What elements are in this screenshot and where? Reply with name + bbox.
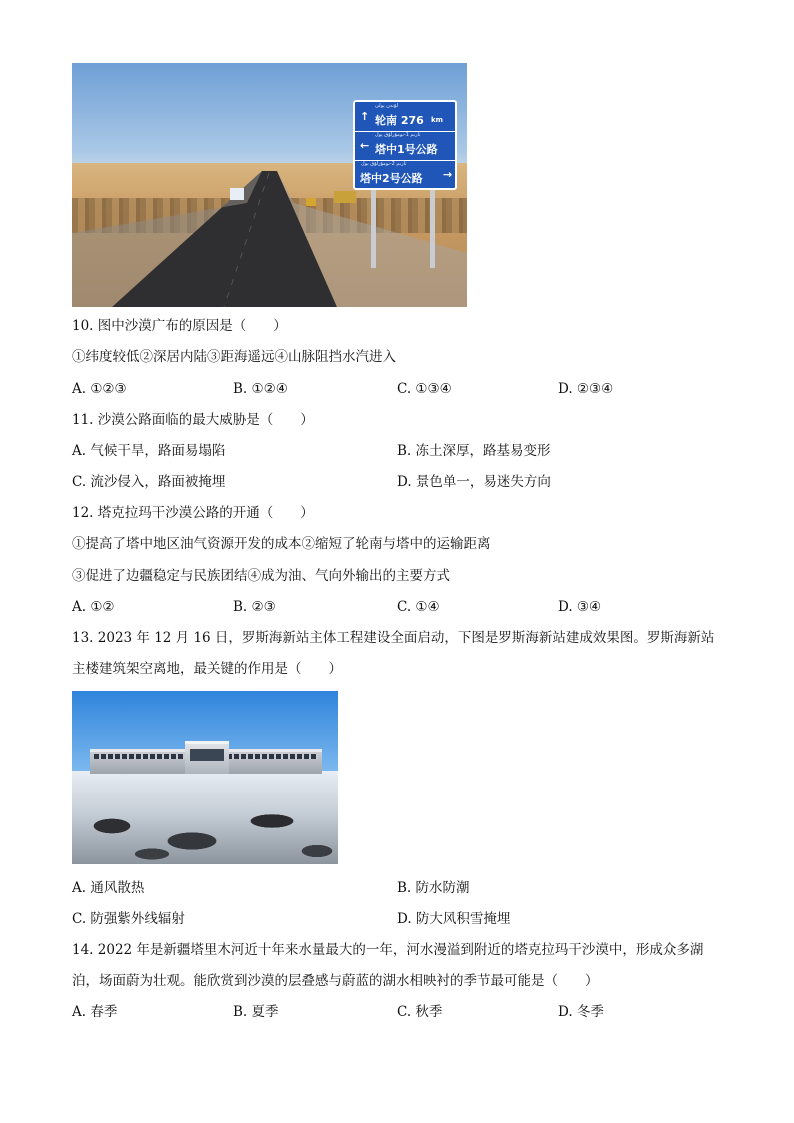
q12-option-b[interactable]: B. ②③ (233, 599, 276, 615)
q12-option-c[interactable]: C. ①④ (397, 599, 440, 615)
q10-option-c[interactable]: C. ①③④ (397, 381, 452, 397)
q13-option-b[interactable]: B. 防水防潮 (397, 880, 470, 896)
q13-stem-line1: 13. 2023 年 12 月 16 日，罗斯海新站主体工程建设全面启动，下图是罗斯海新站建成效果图。罗斯海新站 (72, 630, 715, 646)
arrow-left-icon: ← (360, 139, 370, 152)
sign-row1-unit: km (431, 116, 443, 124)
desert-road-photo (72, 63, 467, 307)
arrow-right-icon: → (443, 168, 453, 181)
q10-items: ①纬度较低②深居内陆③距海遥远④山脉阻挡水汽进入 (72, 349, 396, 365)
q10-option-d[interactable]: D. ②③④ (558, 381, 614, 397)
sign-row1-uyghur: لۇنەن يولى (375, 103, 399, 109)
q11-option-b[interactable]: B. 冻土深厚，路基易变形 (397, 443, 551, 459)
sign-row2-uyghur: تارىم 1-نومۇرلۇق يول (375, 132, 421, 138)
sign-row-lunnan (355, 102, 455, 132)
q12-option-d[interactable]: D. ③④ (558, 599, 602, 615)
q10-stem: 10. 图中沙漠广布的原因是（ ） (72, 318, 287, 334)
sign-row-tazhong2 (355, 160, 455, 189)
q14-option-a[interactable]: A. 春季 (72, 1004, 118, 1020)
q13-option-c[interactable]: C. 防强紫外线辐射 (72, 911, 185, 927)
sign-post-right (430, 188, 435, 268)
q14-stem-line2: 泊，场面蔚为壮观。能欣赏到沙漠的层叠感与蔚蓝的湖水相映衬的季节最可能是（ ） (72, 973, 599, 989)
q11-option-c[interactable]: C. 流沙侵入，路面被掩埋 (72, 474, 226, 490)
q14-option-b[interactable]: B. 夏季 (233, 1004, 279, 1020)
sign-row2-text: 塔中1号公路 (375, 143, 438, 156)
road-sign (353, 100, 457, 190)
photo-rocks (72, 796, 338, 864)
q10-option-a[interactable]: A. ①②③ (72, 381, 127, 397)
q14-option-c[interactable]: C. 秋季 (397, 1004, 443, 1020)
q10-option-b[interactable]: B. ①②④ (233, 381, 288, 397)
sign-row3-uyghur: تارىم 2-نومۇرلۇق يول (361, 161, 407, 167)
arrow-up-icon: ↑ (360, 110, 370, 123)
sign-post-left (371, 188, 376, 268)
q14-stem-line1: 14. 2022 年是新疆塔里木河近十年来水量最大的一年，河水漫溢到附近的塔克拉玛干沙漠中，形成众多湖 (72, 942, 704, 958)
q13-stem-line2: 主楼建筑架空离地，最关键的作用是（ ） (72, 661, 342, 677)
sign-row1-text: 轮南 276 (375, 114, 424, 127)
q13-option-a[interactable]: A. 通风散热 (72, 880, 145, 896)
sign-row3-text: 塔中2号公路 (360, 172, 423, 185)
q11-option-d[interactable]: D. 景色单一，易迷失方向 (397, 474, 551, 490)
q11-stem: 11. 沙漠公路面临的最大威胁是（ ） (72, 412, 314, 428)
q12-items-line2: ③促进了边疆稳定与民族团结④成为油、气向外输出的主要方式 (72, 568, 450, 584)
station-building (90, 741, 322, 771)
q12-stem: 12. 塔克拉玛干沙漠公路的开通（ ） (72, 505, 314, 521)
ross-sea-station-photo (72, 691, 338, 864)
q13-option-d[interactable]: D. 防大风积雪掩埋 (397, 911, 511, 927)
q11-option-a[interactable]: A. 气候干旱，路面易塌陷 (72, 443, 226, 459)
q14-option-d[interactable]: D. 冬季 (558, 1004, 604, 1020)
q12-option-a[interactable]: A. ①② (72, 599, 115, 615)
station-center-window (190, 749, 224, 761)
q12-items-line1: ①提高了塔中地区油气资源开发的成本②缩短了轮南与塔中的运输距离 (72, 536, 491, 552)
sign-row-tazhong1 (355, 131, 455, 161)
